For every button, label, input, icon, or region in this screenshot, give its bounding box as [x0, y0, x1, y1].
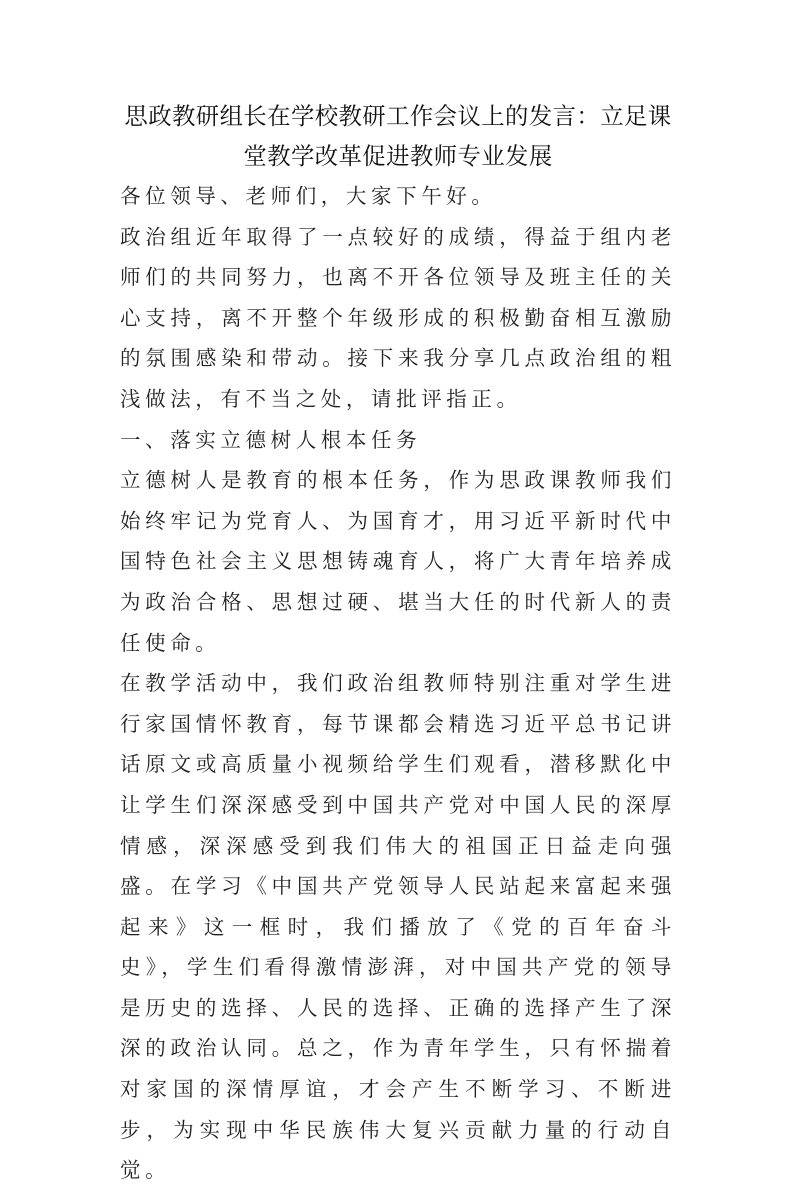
title-line-2: 堂教学改革促进教师专业发展 [243, 142, 553, 170]
body-paragraph: 在教学活动中，我们政治组教师特别注重对学生进行家国情怀教育，每节课都会精选习近平总书记讲话原文或高质量小视频给学生们观看，潜移默化中让学生们深深感受到中国共产党对中国人民的深厚情感，深深感受到我们伟大的祖国正日益走向强盛。在学习《中国共产党领导人民站起来富起来强起来》这一框时，我们播放了《党的百年奋斗史》，学生们看得激情澎湃，对中国共产党的领导是历史的选择、人民的选择、正确的选择产生了深深的政治认同。总之，作为青年学生，只有怀揣着对家国的深情厚谊，才会产生不断学习、不断进步，为实现中华民族伟大复兴贡献力量的行动自觉。 [120, 671, 676, 1183]
greeting-paragraph: 各位领导、老师们，大家下午好。 [120, 184, 497, 208]
document-title [120, 96, 676, 176]
body-paragraph: 立德树人是教育的根本任务，作为思政课教师我们始终牢记为党育人、为国育才，用习近平新时代中国特色社会主义思想铸魂育人，将广大青年培养成为政治合格、思想过硬、堪当大任的时代新人的责任使命。 [120, 468, 676, 655]
section-heading: 一、落实立德树人根本任务 [120, 427, 422, 452]
document-page [120, 96, 676, 1191]
intro-paragraph: 政治组近年取得了一点较好的成绩，得益于组内老师们的共同努力，也离不开各位领导及班主任的关心支持，离不开整个年级形成的积极勤奋相互激励的氛围感染和带动。接下来我分享几点政治组的粗浅做法，有不当之处，请批评指正。 [120, 224, 676, 411]
title-line-1: 思政教研组长在学校教研工作会议上的发言：立足课 [124, 102, 672, 130]
